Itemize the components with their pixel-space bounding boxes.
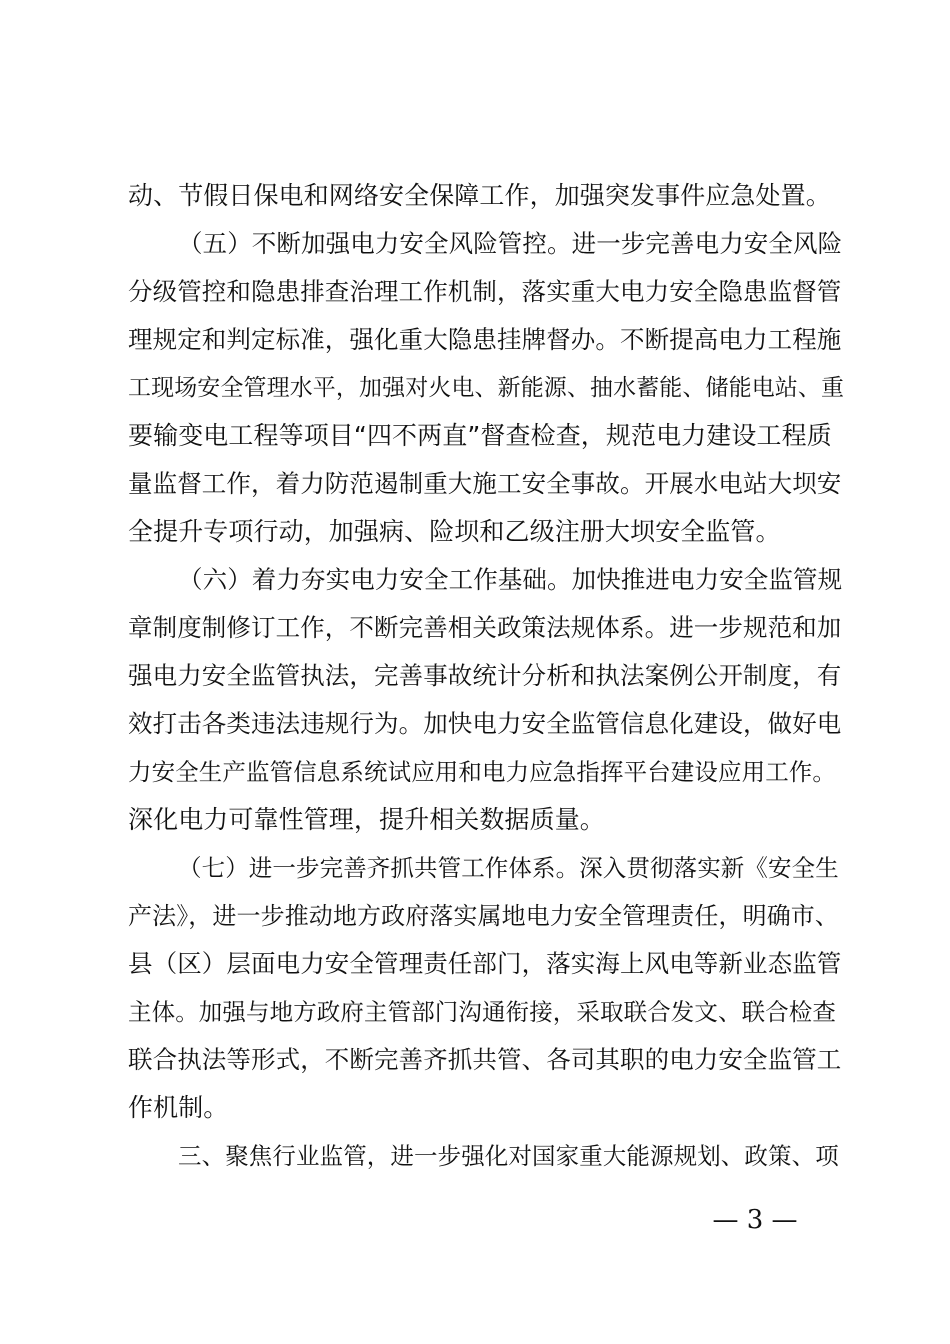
text-line: 力安全生产监管信息系统试应用和电力应急指挥平台建设应用工作。 [128,758,836,786]
text-line: （七）进一步完善齐抓共管工作体系。深入贯彻落实新《安全生 [178,854,839,882]
text-line: 量监督工作，着力防范遏制重大施工安全事故。开展水电站大坝安 [128,469,842,498]
text-line: 作机制。 [128,1093,229,1122]
text-line: 三、聚焦行业监管，进一步强化对国家重大能源规划、政策、项 [178,1142,839,1170]
text-line: 产法》，进一步推动地方政府落实属地电力安全管理责任，明确市、 [128,902,839,930]
text-line: 深化电力可靠性管理，提升相关数据质量。 [128,805,605,834]
text-line: （五）不断加强电力安全风险管控。进一步完善电力安全风险 [178,229,843,258]
text-line: 全提升专项行动，加强病、险坝和乙级注册大坝安全监管。 [128,517,781,546]
text-line: （六）着力夯实电力安全工作基础。加快推进电力安全监管规 [178,565,843,594]
text-line: 县（区）层面电力安全管理责任部门，落实海上风电等新业态监管 [128,949,842,978]
text-line: 主体。加强与地方政府主管部门沟通衔接，采取联合发文、联合检查 [128,998,836,1026]
page-number: — 3 — [712,1205,798,1235]
text-line: 工现场安全管理水平，加强对火电、新能源、抽水蓄能、储能电站、重 [128,375,845,401]
text-line: 效打击各类违法违规行为。加快电力安全监管信息化建设，做好电 [128,709,842,738]
text-line: 章制度制修订工作，不断完善相关政策法规体系。进一步规范和加 [128,613,842,642]
text-line: 分级管控和隐患排查治理工作机制，落实重大电力安全隐患监督管 [128,277,842,306]
text-line: 理规定和判定标准，强化重大隐患挂牌督办。不断提高电力工程施 [128,325,842,354]
text-line: 动、节假日保电和网络安全保障工作，加强突发事件应急处置。 [128,181,831,210]
text-line: 联合执法等形式，不断完善齐抓共管、各司其职的电力安全监管工 [128,1045,842,1074]
text-line: 强电力安全监管执法，完善事故统计分析和执法案例公开制度，有 [128,661,842,690]
text-line: 要输变电工程等项目“四不两直”督查检查，规范电力建设工程质 [128,421,832,450]
